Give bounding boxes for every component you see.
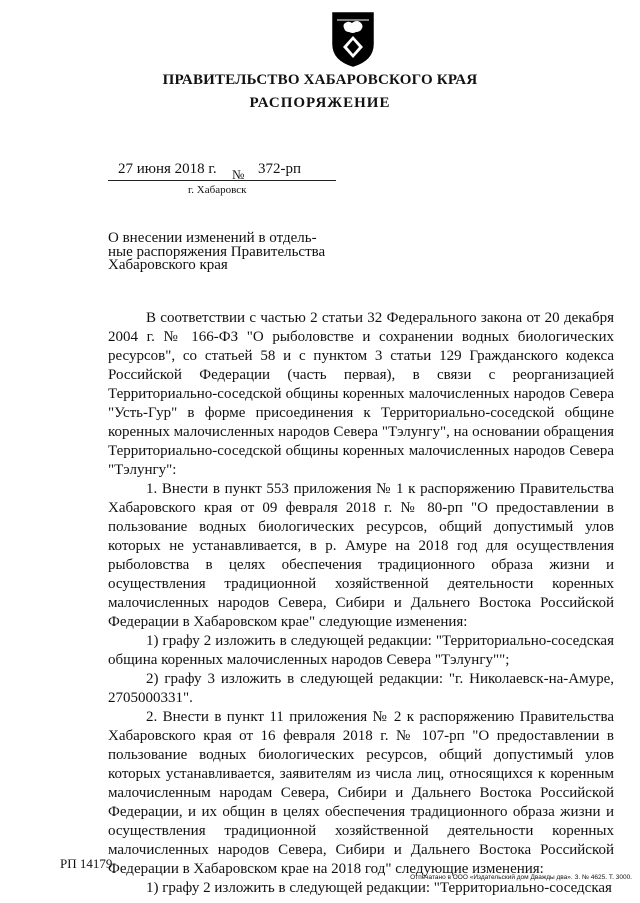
body-paragraph: В соответствии с частью 2 статьи 32 Федерального закона от 20 декабря 2004 г. № 166-ФЗ "О рыболовстве и сохранении водных биологических ресурсов", со статьей 58 и с пунктом 3 статьи 129 Гражданского кодекса Российской Федерации (часть первая), в связи с реорганизацией Территориально-соседской общины коренных малочисленных народов Севера "Усть-Гур" в форме присоединения к Территориально-соседской общине коренных малочисленных народов Севера "Тэлунгу", на основании обращения Территориально-соседской общины коренных малочисленных народов Севера "Тэлунгу": xyxy=(108,310,614,478)
body-paragraph: 1) графу 2 изложить в следующей редакции: "Территориально-соседская xyxy=(146,880,612,896)
number-sign: № xyxy=(232,167,245,182)
coat-of-arms-icon xyxy=(330,10,376,68)
body-paragraph: 2. Внести в пункт 11 приложения № 2 к распоряжению Правительства Хабаровского края от 16 февраля 2018 г. № 107-рп "О предоставлении в пользование водных биологических ресурсов, общий допустимый улов которых устанавливается, заявителям из числа лиц, относящихся к коренным малочисленным народам Севера, Сибири и Дальнего Востока Российской Федерации, и их общин в целях обеспечения традиционного образа жизни и осуществления традиционной хозяйственной деятельности коренных малочисленных народов Севера, Сибири и Дальнего Востока Российской Федерации в Хабаровском крае на 2018 год" следующие изменения: xyxy=(108,709,614,877)
date-number-line xyxy=(108,160,336,181)
subject-line: О внесении изменений в отдель- xyxy=(108,230,317,246)
government-title: ПРАВИТЕЛЬСТВО ХАБАРОВСКОГО КРАЯ xyxy=(162,72,478,88)
document-date: 27 июня 2018 г. xyxy=(118,161,217,177)
subject-line: ные распоряжения Правительства xyxy=(108,243,326,260)
subject-line: Хабаровского края xyxy=(108,257,228,273)
registration-code: РП 14179 xyxy=(60,856,113,871)
city-label: г. Хабаровск xyxy=(188,184,247,196)
body-paragraph: 1) графу 2 изложить в следующей редакции: "Территориально-соседская община коренных малочисленных народов Севера "Тэлунгу""; xyxy=(108,633,614,668)
document-type: РАСПОРЯЖЕНИЕ xyxy=(249,95,391,111)
document-body xyxy=(108,309,614,898)
document-number: 372-рп xyxy=(258,161,302,177)
document-subject xyxy=(108,232,340,273)
body-paragraph: 2) графу 3 изложить в следующей редакции: "г. Николаевск-на-Амуре, 2705000331". xyxy=(108,671,614,706)
printer-imprint: Отпечатано в ООО «Издательский дом Дважды два». З. № 4625. Т. 3000. xyxy=(410,874,632,881)
body-paragraph: 1. Внести в пункт 553 приложения № 1 к распоряжению Правительства Хабаровского края от 09 февраля 2018 г. № 80-рп "О предоставлении в пользование водных биологических ресурсов, общий допустимый улов которых не устанавливается, в р. Амуре на 2018 год для осуществления рыболовства в целях обеспечения традиционного образа жизни и осуществления традиционной хозяйственной деятельности коренных малочисленных народов Севера, Сибири и Дальнего Востока Российской Федерации в Хабаровском крае" следующие изменения: xyxy=(108,481,614,630)
